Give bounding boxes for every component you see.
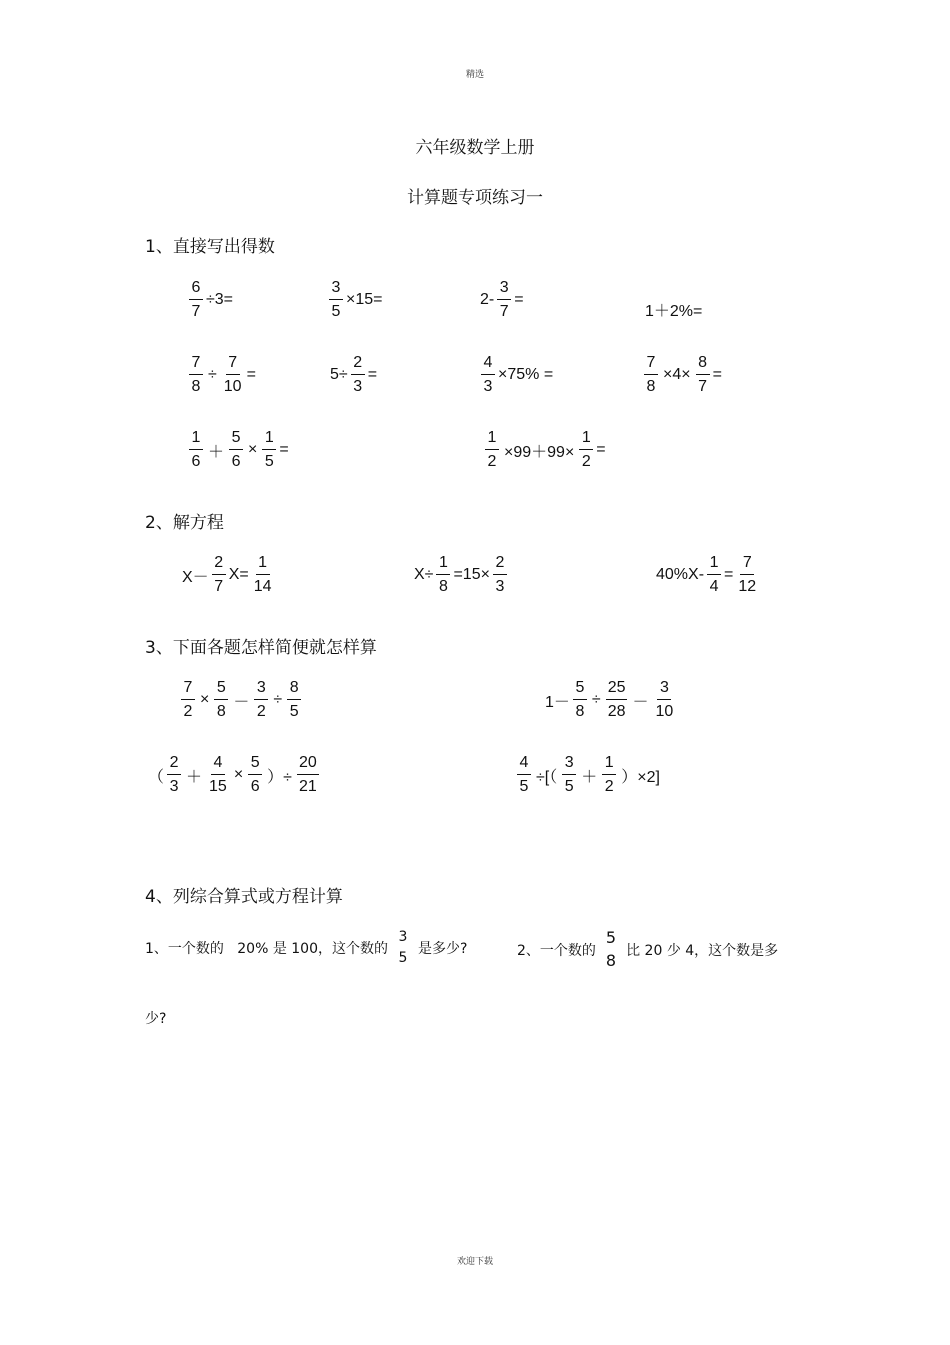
expr-text: = [596,441,606,458]
numerator: 5 [248,755,262,775]
numerator: 3 [398,929,408,945]
denominator: 6 [250,778,260,795]
denominator: 7 [191,303,201,320]
operator: － [233,693,250,711]
expr-text: ÷3= [206,291,234,308]
operator: × [233,766,244,783]
equation-2 [414,555,510,595]
denominator: 7 [698,378,708,395]
numerator: 20 [297,755,319,775]
fraction [189,355,203,395]
denominator: 5 [289,703,299,720]
numerator: 2 [167,755,181,775]
expr-text: 1＋2%= [645,303,703,320]
header-label: 精选 [466,70,485,80]
numerator: 4 [211,755,225,775]
denominator: 8 [216,703,226,720]
fraction [606,680,628,720]
fraction [254,680,268,720]
fraction [262,430,276,470]
section2-heading: 2、解方程 [145,513,224,533]
expr-text: = [514,291,524,308]
problem-3-2 [482,430,606,470]
operator: ＋ [581,768,598,786]
numerator: 8 [287,680,301,700]
fraction [579,430,593,470]
fraction [189,430,203,470]
numerator: 5 [573,680,587,700]
simplify-1 [178,680,304,720]
denominator: 8 [439,578,448,595]
numerator: 3 [657,680,671,700]
problem-1-3 [480,280,524,320]
fraction [696,355,710,395]
fraction [493,555,507,595]
operator: ÷ [208,366,217,383]
expr-text: ÷[（ [536,768,558,786]
denominator: 5 [398,950,408,966]
equation-3 [656,555,761,595]
section3-heading: 3、下面各题怎样简便就怎样算 [145,638,377,658]
operator: － [632,693,649,711]
section4-heading: 4、列综合算式或方程计算 [145,887,343,907]
expr-text: 是多少? [418,940,468,957]
fraction [497,280,511,320]
footer-label: 欢迎下载 [456,1257,493,1267]
fraction [287,680,301,720]
problem-1-1 [186,280,233,320]
simplify-2 [545,680,678,720]
numerator: 1 [436,555,450,575]
denominator: 2 [256,703,266,720]
fraction [396,930,410,965]
denominator: 8 [646,378,656,395]
equation-1 [182,555,277,595]
problem-2-2 [330,355,377,395]
denominator: 21 [298,778,317,795]
denominator: 2 [581,453,591,470]
numerator: 5 [214,680,228,700]
numerator: 4 [517,755,531,775]
expr-text: 2- [480,291,495,308]
problem-3-1 [186,430,289,470]
fraction [167,755,181,795]
denominator: 6 [191,453,201,470]
simplify-3 [148,755,322,795]
expr-text: X÷ [414,566,434,583]
fraction [517,755,531,795]
fraction [297,755,319,795]
denominator: 6 [231,453,241,470]
numerator: 1 [579,430,593,450]
operator: ÷ [273,691,283,708]
expr-text: ）×2] [621,768,660,786]
numerator: 1 [262,430,276,450]
fraction [436,555,450,595]
denominator: 2 [487,453,497,470]
numerator: 25 [606,680,628,700]
numerator: 2 [351,355,365,375]
fraction [351,355,365,395]
numerator: 1 [707,555,721,575]
denominator: 5 [331,303,341,320]
numerator: 7 [226,355,240,375]
numerator: 1 [189,430,203,450]
denominator: 7 [499,303,509,320]
operator: × [200,691,210,708]
denominator: 7 [214,578,224,595]
numerator: 7 [644,355,658,375]
word-problem-2-continued: 少? [145,1011,167,1027]
numerator: 3 [497,280,511,300]
problem-2-4 [641,355,722,395]
denominator: 3 [169,778,179,795]
expr-text: 5÷ [330,366,348,383]
numerator: 7 [740,555,754,575]
fraction [189,280,203,320]
fraction [602,755,616,795]
page-subtitle: 计算题专项练习一 [407,188,543,208]
fraction [481,355,495,395]
expr-text: ）÷ [267,768,292,786]
fraction [654,680,676,720]
simplify-4 [514,755,662,795]
denominator: 10 [655,703,674,720]
expr-text: =15× [453,566,490,583]
word-problem-1 [145,930,467,965]
numerator: 7 [181,680,195,700]
expr-text: 40%X- [656,566,705,583]
denominator: 3 [353,378,363,395]
fraction [562,755,576,795]
fraction [229,430,243,470]
denominator: 5 [564,778,574,795]
denominator: 10 [223,378,242,395]
denominator: 28 [607,703,626,720]
expr-text: X= [228,566,249,583]
fraction [207,755,229,795]
expr-text: ×99＋99× [504,443,575,461]
fraction [222,355,244,395]
numerator: 8 [696,355,710,375]
fraction [181,680,195,720]
fraction [252,555,274,595]
denominator: 8 [191,378,201,395]
fraction [707,555,721,595]
expr-text: X－ [182,568,209,586]
fraction [329,280,343,320]
problem-2-3 [478,355,553,395]
fraction [604,930,618,969]
numerator: 1 [485,430,499,450]
expr-text: = [246,366,256,383]
numerator: 5 [605,928,617,947]
denominator: 15 [209,778,227,795]
page-title: 六年级数学上册 [415,138,535,158]
problem-1-2 [326,280,382,320]
fraction [214,680,228,720]
expr-text: = [712,366,722,383]
denominator: 12 [738,578,757,595]
numerator: 6 [189,280,203,300]
numerator: 5 [229,430,243,450]
expr-text: = [279,441,289,458]
numerator: 3 [254,680,268,700]
numerator: 7 [189,355,203,375]
problem-1-4 [645,298,702,321]
denominator: 5 [519,778,529,795]
problem-2-1 [186,355,256,395]
fraction [573,680,587,720]
denominator: 2 [604,778,614,795]
numerator: 4 [481,355,495,375]
operator: ＋ [186,768,203,786]
denominator: 2 [183,703,193,720]
expr-text: 1－ [545,693,570,711]
expr-text: ×4× [663,366,691,383]
fraction [248,755,262,795]
numerator: 3 [329,280,343,300]
denominator: 14 [253,578,272,595]
fraction [212,555,226,595]
operator: ＋ [208,443,225,461]
expr-text: 2、一个数的 [517,942,596,959]
operator: ÷ [591,691,601,708]
numerator: 2 [212,555,226,575]
expr-text: 1、一个数的 20% 是 100，这个数的 [145,940,388,957]
numerator: 1 [602,755,616,775]
expr-text: ×15= [346,291,383,308]
fraction [736,555,758,595]
expr-text: = [367,366,378,383]
denominator: 4 [709,578,719,595]
denominator: 8 [605,951,617,970]
section1-heading: 1、直接写出得数 [145,237,275,257]
expr-text: ×75% = [498,366,554,383]
denominator: 3 [495,578,505,595]
expr-text: 比 20 少 4，这个数是多 [626,942,779,959]
denominator: 8 [575,703,585,720]
numerator: 2 [493,555,507,575]
fraction [485,430,499,470]
denominator: 5 [264,453,274,470]
word-problem-2 [517,930,778,969]
denominator: 3 [483,378,493,395]
expr-text: （ [148,768,165,786]
expr-text: = [724,566,734,583]
numerator: 3 [562,755,576,775]
fraction [644,355,658,395]
numerator: 1 [256,555,270,575]
operator: × [248,441,258,458]
